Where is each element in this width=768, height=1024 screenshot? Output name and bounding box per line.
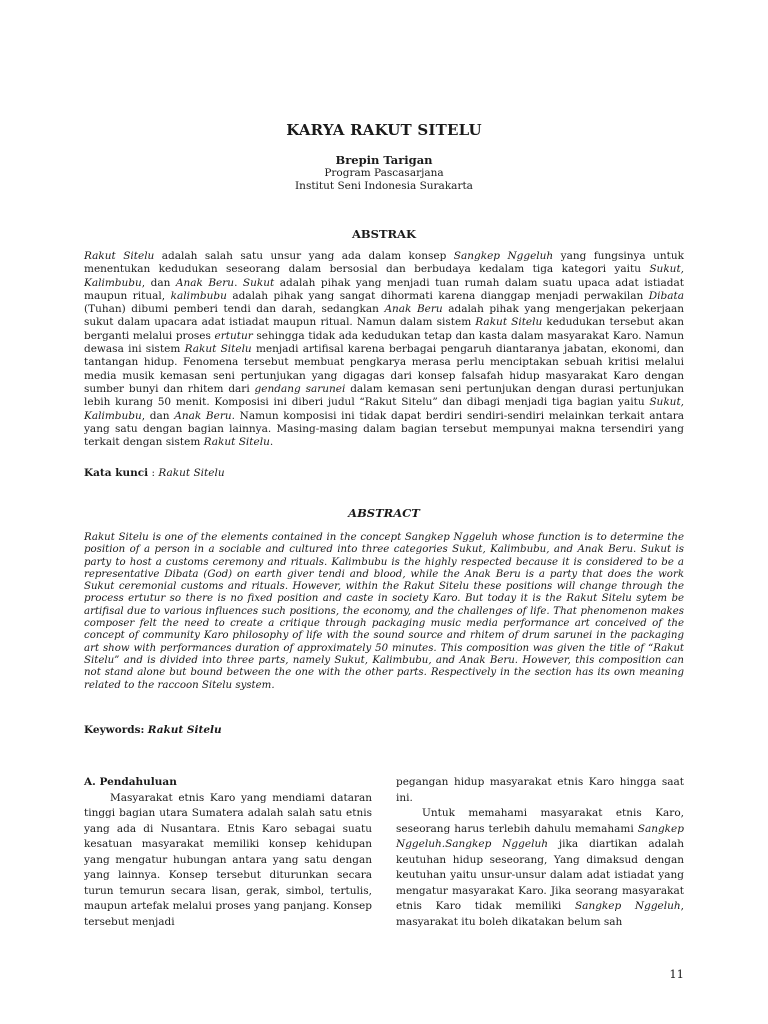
italic-term: ertutur xyxy=(214,329,253,342)
abstract-heading: ABSTRACT xyxy=(348,506,420,520)
abstract-keywords xyxy=(84,724,684,736)
text-run: menjadi artifisal karena berbagai pengaruh diantaranya jabatan, ekonomi, dan tantangan hidup. Fenomena tersebut membuat pengkarya merasa perlu menciptakan sebuah kritisi melalui media musik kemasan seni pertunjukan yang digagas dari konsep falsafah hidup masyarakat Karo dengan sumber bunyi dan rhitem dari xyxy=(84,343,684,395)
document-page xyxy=(84,0,684,1024)
text-run: Rakut Sitelu is one of the elements contained in the concept Sangkep Nggeluh whose function is to determine the position of a person in a sociable and cultured into three categories Sukut, Kalimbubu, and Anak Beru. Sukut is party to host a customs ceremony and rituals. Kalimbubu is the highly respected because it is considered to be a representative Dibata (God) on earth giver tendi and blood, while the Anak Beru is a party that does the work Sukut ceremonial customs and rituals. However, within the Rakut Sitelu these positions will change through the process ertutur so there is no fixed position and caste in society Karo. But today it is the Rakut Sitelu sytem be artifisal due to various influences such positions, the economy, and the challenges of life. That phenomenon makes composer felt the need to create a critique through packaging music media performance art conceived of the concept of community Karo philosophy of life with the sound source and rhitem of drum sarunei in the packaging art show with performances duration of approximately 50 minutes. This composition was given the title of “Rakut Sitelu” and is divided into three parts, namely Sukut, Kalimbubu, and Anak Beru. However, this composition can not stand alone but bound between the one with the other parts. Respectively in the section has its own meaning related to the raccoon Sitelu system. xyxy=(84,532,684,691)
text-run: . xyxy=(234,276,243,289)
italic-term: kalimbubu xyxy=(170,289,227,302)
text-run: pegangan hidup masyarakat etnis Karo hingga saat ini. xyxy=(396,776,684,804)
italic-term: Rakut Sitelu xyxy=(475,316,543,329)
right-paragraph-1 xyxy=(396,775,684,806)
text-run: (Tuhan) dibumi pemberi tendi dan darah, sedangkan xyxy=(84,303,385,316)
keywords-label: Kata kunci xyxy=(84,467,149,479)
abstrak-heading: ABSTRAK xyxy=(352,227,416,241)
abstract-body xyxy=(84,532,684,692)
author-name: Brepin Tarigan xyxy=(335,153,433,167)
text-run: adalah salah satu unsur yang ada dalam konsep xyxy=(154,250,454,262)
italic-term: Anak Beru xyxy=(384,303,443,316)
text-run: , dan xyxy=(141,409,175,422)
text-run: . Namun komposisi ini tidak dapat berdiri sendiri-sendiri melainkan terkait antara yang satu dengan bagian lainnya. Masing-masing dalam bagian tersebut mempunyai makna tersendiri yang terkait dengan sistem xyxy=(84,409,684,449)
keywords-en-value: Rakut Sitelu xyxy=(147,724,222,736)
italic-term: Rakut Sitelu xyxy=(84,250,155,262)
text-run: kedudukan tersebut akan berganti melalui proses xyxy=(84,316,684,342)
italic-term: Sukut, Kalimbubu xyxy=(84,396,684,422)
text-run: yang fungsinya untuk menentukan kedudukan seseorang dalam bersosial dan berbudaya kedalam tiga kategori yaitu xyxy=(84,250,684,276)
keywords-separator: : xyxy=(148,467,159,479)
text-run: sehingga tidak ada kedudukan tetap dan kasta dalam masyarakat Karo. Namun dewasa ini sistem xyxy=(84,329,684,356)
italic-term: Anak Beru xyxy=(175,276,235,289)
italic-term: Dibata xyxy=(648,289,685,302)
keywords-value: Rakut Sitelu xyxy=(158,467,225,479)
abstrak-body xyxy=(84,250,684,449)
text-run: . xyxy=(269,436,274,449)
page-number: 11 xyxy=(669,967,684,981)
column-right xyxy=(396,775,684,930)
section-heading: A. Pendahuluan xyxy=(84,776,177,788)
text-run: adalah pihak yang sangat dihormati karena dianggap menjadi perwakilan xyxy=(226,289,649,302)
italic-term: gendang sarunei xyxy=(254,382,346,395)
right-paragraph-2 xyxy=(396,806,684,930)
text-run: dalam kemasan seni pertunjukan dengan durasi pertunjukan lebih kurang 50 menit. Komposisi ini diberi judul “Rakut Sitelu” dan dibagi menjadi tiga bagian yaitu xyxy=(84,382,685,409)
text-run: adalah pihak yang menjadi tuan rumah dalam suatu upaca adat istiadat maupun ritual, xyxy=(84,276,684,302)
italic-term: Anak Beru xyxy=(174,409,232,422)
italic-term: Rakut Sitelu xyxy=(203,436,270,449)
text-run: , masyarakat itu boleh dikatakan belum sah xyxy=(396,900,684,928)
italic-term: Sangkep Nggeluh xyxy=(453,250,554,262)
text-run: Untuk memahami masyarakat etnis Karo, seseorang harus terlebih dahulu memahami xyxy=(396,807,684,835)
abstrak-keywords xyxy=(84,467,684,479)
italic-term: Sukut xyxy=(242,276,275,289)
text-run: Masyarakat etnis Karo yang mendiami dataran tinggi bagian utara Sumatera adalah salah satu etnis yang ada di Nusantara. Etnis Karo sebagai suatu kesatuan masyarakat memiliki konsep kehidupan yang mengatur hubungan antara yang satu dengan yang lainnya. Konsep tersebut diturunkan secara turun temurun secara lisan, gerak, simbol, tertulis, maupun artefak melalui proses yang panjang. Konsep tersebut menjadi xyxy=(84,791,372,928)
keywords-en-label: Keywords: xyxy=(84,724,145,736)
affiliation-line-2: Institut Seni Indonesia Surakarta xyxy=(295,180,473,192)
text-run: , dan xyxy=(141,276,176,289)
left-paragraph-1 xyxy=(84,791,372,931)
text-run: jika diartikan adalah keutuhan hidup seseorang, Yang dimaksud dengan keutuhan yaitu unsur-unsur dalam adat istiadat yang mengatur masyarakat Karo. Jika seorang masyarakat etnis Karo tidak memiliki xyxy=(396,838,684,912)
italic-term: Sukut, Kalimbubu xyxy=(84,263,684,289)
italic-term: Sangkep Nggeluh xyxy=(574,900,681,912)
italic-term: Sangkep Nggeluh.Sangkep Nggeluh xyxy=(396,822,684,850)
italic-term: Rakut Sitelu xyxy=(184,343,252,356)
author-affiliation xyxy=(84,167,684,193)
text-run: adalah pihak yang mengerjakan pekerjaan sukut dalam upacara adat istiadat maupun ritual. Namun dalam sistem xyxy=(84,303,684,329)
affiliation-line-1: Program Pascasarjana xyxy=(324,167,444,179)
paper-title: KARYA RAKUT SITELU xyxy=(286,121,482,139)
column-left xyxy=(84,775,372,930)
